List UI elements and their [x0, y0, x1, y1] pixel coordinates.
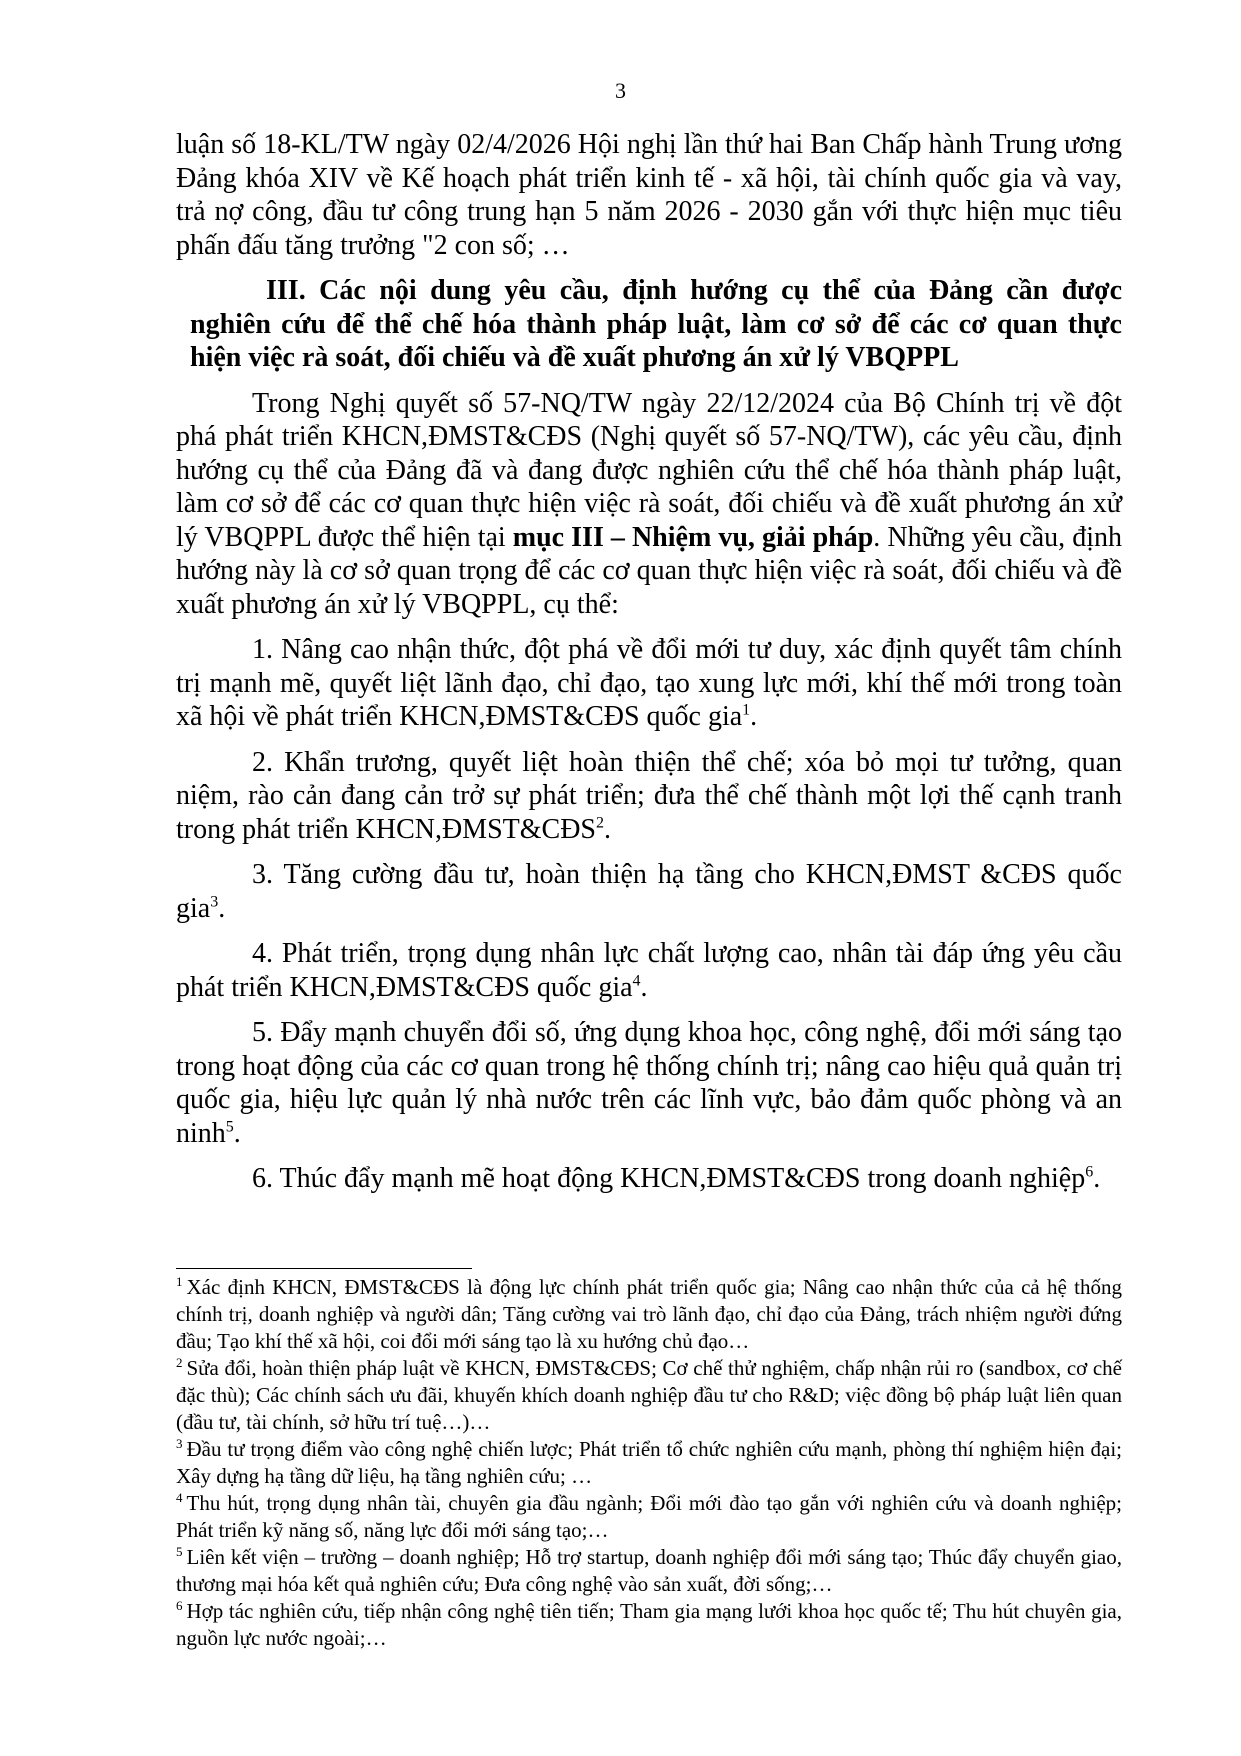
- section-heading: III. Các nội dung yêu cầu, định hướng cụ thể của Đảng cần được nghiên cứu để thể chế hóa thành pháp luật, làm cơ sở để các cơ quan thực hiện việc rà soát, đối chiếu và đề xuất phương án xử lý VBQPPL: [190, 275, 1122, 373]
- list-item: [176, 1162, 1122, 1196]
- footnote: [176, 1490, 1122, 1544]
- footnotes: [176, 1274, 1122, 1652]
- list-item: [176, 937, 1122, 1004]
- main-paragraph-text-end: . Những yêu cầu, định hướng này là cơ sở quan trọng để các cơ quan thực hiện việc rà soát, đối chiếu và đề xuất phương án xử lý VBQPPL, cụ thể:: [176, 521, 1122, 620]
- intro-paragraph: luận số 18-KL/TW ngày 02/4/2026 Hội nghị lần thứ hai Ban Chấp hành Trung ương Đảng khóa XIV về Kế hoạch phát triển kinh tế - xã hội, tài chính quốc gia và vay, trả nợ công, đầu tư công trung hạn 5 năm 2026 - 2030 gắn với thực hiện mục tiêu phấn đấu tăng trưởng "2 con số; …: [176, 129, 1122, 261]
- footnote-ref[interactable]: 6: [1085, 1163, 1094, 1181]
- footnote-ref[interactable]: 1: [742, 701, 751, 719]
- main-paragraph: [176, 387, 1122, 622]
- item-text: 3. Tăng cường đầu tư, hoàn thiện hạ tầng cho KHCN,ĐMST &CĐS quốc gia: [176, 859, 1122, 924]
- footnote-number: 4: [176, 1490, 183, 1505]
- item-text: 6. Thúc đẩy mạnh mẽ hoạt động KHCN,ĐMST&CĐS trong doanh nghiệp: [252, 1163, 1086, 1194]
- item-end: .: [604, 813, 611, 845]
- page-number: 3: [615, 78, 626, 103]
- section-heading-block: [176, 274, 1122, 375]
- footnote-number: 1: [176, 1274, 183, 1289]
- item-text: 5. Đẩy mạnh chuyển đổi số, ứng dụng khoa học, công nghệ, đổi mới sáng tạo trong hoạt động của các cơ quan trong hệ thống chính trị; nâng cao hiệu quả quản trị quốc gia, hiệu lực quản lý nhà nước trên các lĩnh vực, bảo đảm quốc phòng và an ninh: [176, 1017, 1122, 1149]
- footnote-number: 5: [176, 1544, 183, 1559]
- item-end: .: [640, 971, 648, 1003]
- footnote-ref[interactable]: 4: [632, 972, 641, 990]
- footnote-ref[interactable]: 5: [225, 1118, 234, 1136]
- item-text: 1. Nâng cao nhận thức, đột phá về đổi mới tư duy, xác định quyết tâm chính trị mạnh mẽ, quyết liệt lãnh đạo, chỉ đạo, tạo xung lực mới, khí thế mới trong toàn xã hội về phát triển KHCN,ĐMST&CĐS quốc gia: [176, 634, 1122, 732]
- footnote-text: Liên kết viện – trường – doanh nghiệp; Hỗ trợ startup, doanh nghiệp đổi mới sáng tạo; Thúc đẩy chuyển giao, thương mại hóa kết quả nghiên cứu; Đưa công nghệ vào sản xuất, đời sống;…: [176, 1545, 1122, 1596]
- item-text: 2. Khẩn trương, quyết liệt hoàn thiện thể chế; xóa bỏ mọi tư tưởng, quan niệm, rào cản đang cản trở sự phát triển; đưa thể chế thành một lợi thế cạnh tranh trong phát triển KHCN,ĐMST&CĐS: [176, 746, 1122, 845]
- footnote: [176, 1355, 1122, 1436]
- item-end: .: [233, 1117, 241, 1149]
- footnote-number: 6: [176, 1598, 183, 1613]
- footnote-number: 2: [176, 1355, 183, 1370]
- item-text: 4. Phát triển, trọng dụng nhân lực chất lượng cao, nhân tài đáp ứng yêu cầu phát triển KHCN,ĐMST&CĐS quốc gia: [176, 938, 1122, 1003]
- footnote: [176, 1598, 1122, 1652]
- list-item: [176, 746, 1122, 847]
- list-item: [176, 1016, 1122, 1150]
- body-text: [176, 128, 1122, 1208]
- footnote-text: Hợp tác nghiên cứu, tiếp nhận công nghệ tiên tiến; Tham gia mạng lưới khoa học quốc tế; Thu hút chuyên gia, nguồn lực nước ngoài;…: [176, 1599, 1122, 1650]
- footnote: [176, 1544, 1122, 1598]
- footnote-ref[interactable]: 3: [210, 893, 219, 911]
- main-paragraph-text: Trong Nghị quyết số 57-NQ/TW ngày 22/12/2024 của Bộ Chính trị về đột phá phát triển KHCN,ĐMST&CĐS (Nghị quyết số 57-NQ/TW), các yêu cầu, định hướng cụ thể của Đảng đã và đang được nghiên cứu thể chế hóa thành pháp luật, làm cơ sở để các cơ quan thực hiện việc rà soát, đối chiếu và đề xuất phương án xử lý VBQPPL được thể hiện tại: [176, 387, 1122, 553]
- footnote: [176, 1436, 1122, 1490]
- footnote: [176, 1274, 1122, 1355]
- list-item: [176, 633, 1122, 734]
- item-end: .: [218, 892, 226, 924]
- main-paragraph-bold: mục III – Nhiệm vụ, giải pháp: [512, 521, 874, 553]
- list-item: [176, 858, 1122, 925]
- footnote-divider: [176, 1268, 472, 1269]
- item-end: .: [1093, 1163, 1101, 1194]
- footnote-text: Thu hút, trọng dụng nhân tài, chuyên gia đầu ngành; Đổi mới đào tạo gắn với nghiên cứu và doanh nghiệp; Phát triển kỹ năng số, năng lực đổi mới sáng tạo;…: [176, 1491, 1122, 1542]
- footnote-text: Xác định KHCN, ĐMST&CĐS là động lực chính phát triển quốc gia; Nâng cao nhận thức của cả hệ thống chính trị, doanh nghiệp và người dân; Tăng cường vai trò lãnh đạo, chỉ đạo của Đảng, trách nhiệm người đứng đầu; Tạo khí thế xã hội, coi đổi mới sáng tạo là xu hướng chủ đạo…: [176, 1275, 1122, 1353]
- footnote-number: 3: [176, 1436, 183, 1451]
- footnote-text: Sửa đổi, hoàn thiện pháp luật về KHCN, ĐMST&CĐS; Cơ chế thử nghiệm, chấp nhận rủi ro (sandbox, cơ chế đặc thù); Các chính sách ưu đãi, khuyến khích doanh nghiệp đầu tư cho R&D; việc đồng bộ pháp luật liên quan (đầu tư, tài chính, sở hữu trí tuệ…)…: [176, 1356, 1122, 1434]
- footnote-ref[interactable]: 2: [596, 814, 604, 832]
- footnote-text: Đầu tư trọng điểm vào công nghệ chiến lược; Phát triển tổ chức nghiên cứu mạnh, phòng thí nghiệm hiện đại; Xây dựng hạ tầng dữ liệu, hạ tầng nghiên cứu; …: [176, 1437, 1122, 1488]
- item-end: .: [750, 701, 758, 732]
